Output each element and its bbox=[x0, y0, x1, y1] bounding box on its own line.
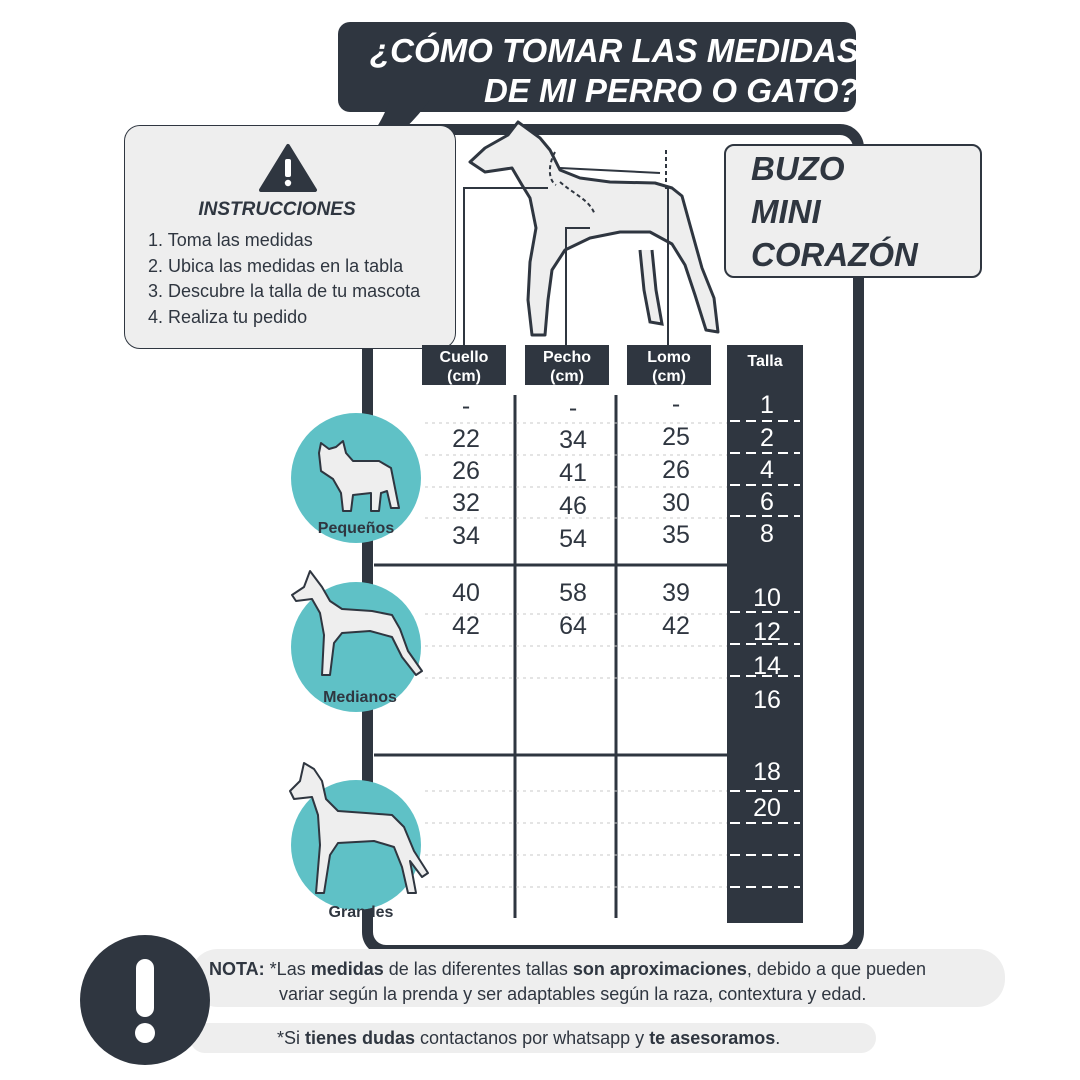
cell-pecho: - bbox=[568, 394, 578, 422]
column-header-pecho-label: Pecho bbox=[542, 349, 591, 366]
column-header-talla: Talla bbox=[747, 353, 783, 370]
cell-lomo: 39 bbox=[662, 579, 690, 607]
category-large-label: Grandes bbox=[328, 904, 394, 921]
column-header-pecho-unit: (cm) bbox=[550, 368, 584, 385]
contact-emphasis: tienes dudas bbox=[305, 1028, 416, 1048]
instruction-step-3: 3. Descubre la talla de tu mascota bbox=[148, 281, 421, 301]
medium-dog-icon bbox=[280, 565, 430, 695]
product-name-line-3: CORAZÓN bbox=[751, 236, 918, 273]
instruction-step-2: 2. Ubica las medidas en la tabla bbox=[148, 256, 404, 276]
product-name-line-1: BUZO bbox=[751, 150, 845, 187]
column-header-cuello-unit: (cm) bbox=[447, 368, 481, 385]
cell-cuello: 42 bbox=[452, 612, 480, 640]
note-emphasis: medidas bbox=[310, 959, 384, 979]
size-value: 6 bbox=[760, 488, 774, 516]
large-dog-icon bbox=[282, 755, 432, 905]
cell-pecho: 58 bbox=[559, 579, 587, 607]
size-value: 18 bbox=[753, 758, 781, 786]
cell-lomo: 30 bbox=[662, 489, 690, 517]
cell-cuello: 34 bbox=[452, 522, 480, 550]
column-header-cuello-label: Cuello bbox=[439, 349, 489, 366]
exclamation-icon bbox=[80, 935, 210, 1065]
category-medium-label: Medianos bbox=[323, 689, 397, 706]
product-name-line-2: MINI bbox=[751, 193, 821, 230]
instructions-heading: INSTRUCCIONES bbox=[198, 199, 356, 220]
cell-pecho: 41 bbox=[559, 459, 587, 487]
size-value: 8 bbox=[760, 520, 774, 548]
contact-text: contactanos por whatsapp y bbox=[415, 1028, 650, 1048]
cell-cuello: 40 bbox=[452, 579, 480, 607]
size-value: 16 bbox=[753, 686, 781, 714]
cell-lomo: 25 bbox=[662, 423, 690, 451]
contact-line bbox=[277, 1028, 780, 1049]
size-value: 14 bbox=[753, 652, 781, 680]
size-value: 2 bbox=[760, 424, 774, 452]
size-value: 12 bbox=[753, 618, 781, 646]
cell-lomo: - bbox=[671, 390, 681, 418]
contact-text: . bbox=[775, 1028, 781, 1048]
cell-pecho: 54 bbox=[559, 525, 587, 553]
category-small-label: Pequeños bbox=[317, 520, 395, 537]
cell-lomo: 26 bbox=[662, 456, 690, 484]
size-value: 1 bbox=[760, 391, 774, 419]
title-line-1: ¿CÓMO TOMAR LAS MEDIDAS bbox=[370, 32, 859, 69]
contact-text: *Si bbox=[277, 1028, 306, 1048]
contact-emphasis: te asesoramos bbox=[649, 1028, 776, 1048]
column-header-lomo-unit: (cm) bbox=[652, 368, 686, 385]
note-line-1 bbox=[209, 959, 926, 980]
note-text: *Las bbox=[269, 959, 311, 979]
cell-pecho: 46 bbox=[559, 492, 587, 520]
cell-lomo: 35 bbox=[662, 521, 690, 549]
size-value: 20 bbox=[753, 794, 781, 822]
cell-pecho: 34 bbox=[559, 426, 587, 454]
note-text: de las diferentes tallas bbox=[383, 959, 573, 979]
cell-cuello: - bbox=[461, 392, 471, 420]
note-emphasis: son aproximaciones bbox=[572, 959, 747, 979]
size-value: 10 bbox=[753, 584, 781, 612]
title-line-2: DE MI PERRO O GATO? bbox=[484, 72, 859, 109]
column-header-lomo-label: Lomo bbox=[647, 349, 691, 366]
note-label: NOTA: bbox=[209, 959, 265, 979]
note-line-2: variar según la prenda y ser adaptables según la raza, contextura y edad. bbox=[279, 984, 867, 1004]
note-text: , debido a que pueden bbox=[746, 959, 927, 979]
cell-cuello: 22 bbox=[452, 425, 480, 453]
size-value: 4 bbox=[760, 456, 774, 484]
cell-cuello: 26 bbox=[452, 457, 480, 485]
instruction-step-1: 1. Toma las medidas bbox=[148, 230, 313, 250]
cell-lomo: 42 bbox=[662, 612, 690, 640]
cell-cuello: 32 bbox=[452, 489, 480, 517]
instruction-step-4: 4. Realiza tu pedido bbox=[148, 307, 308, 327]
cell-pecho: 64 bbox=[559, 612, 587, 640]
